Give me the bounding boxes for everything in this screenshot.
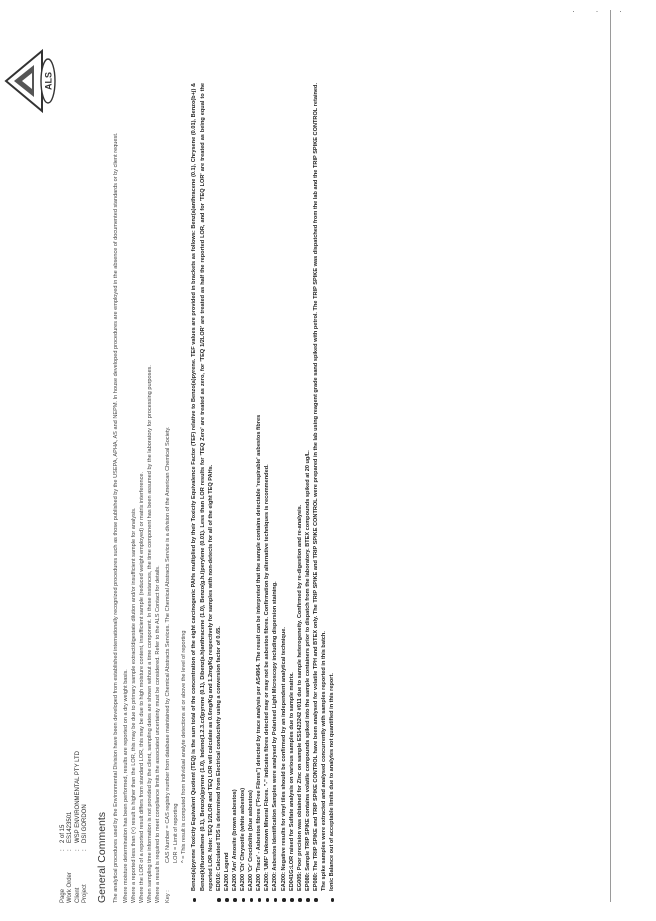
header-label: Work Order <box>67 872 74 903</box>
bullet-text: EG005: Poor precision was obtained for Zinc on sample ES1423242 #011 due to sample heterogeneity. Confirmed by re-digestion and re-analysis. <box>296 504 303 891</box>
header-colon: : <box>82 849 89 851</box>
header-label: Client <box>74 887 81 903</box>
bullet-item <box>280 83 288 903</box>
comment-line: Where a result is required to meet compliance limits the associated uncertainty must be considered. Refer to the ALS Contact for details. <box>155 565 162 903</box>
bullet-item <box>296 83 304 903</box>
bullet-text: EA200 'Ch' Chrysotile (white asbestos) <box>240 787 247 891</box>
bullet-text: ED016: Calculated TDS is determined from Electrical conductivity using a conversion factor of 0.65. <box>215 626 222 891</box>
key-block <box>164 83 188 903</box>
bullet-item <box>328 83 336 903</box>
report-header <box>60 751 90 903</box>
key-line: ^ = This result is computed from individual analyte detections at or above the level of reporting <box>181 630 188 863</box>
comment-line: Where the LOR of a reported result differs from standard LOR, this may be due to high moisture content, insufficient sample (reduced weight employed) or matrix interference. <box>138 471 145 903</box>
bullet-text: EA200: 'UMF' Unknown Mineral Fibres. "-" indicates fibres detected may or may not be asbestos fibres. Confirmation by alternative techniques is recommended. <box>264 464 271 891</box>
bullet-dot-icon <box>258 899 262 903</box>
header-value: WSP ENVIRONMENTAL PTY LTD <box>74 750 81 843</box>
header-value: DSI GORDON <box>82 804 89 843</box>
bullet-item <box>190 83 214 903</box>
bullet-text: ED041G:LOR raised for Sulfate analysis on various samples due to sample matrix. <box>288 672 295 891</box>
bullet-dot-icon <box>193 899 197 903</box>
header-row-project <box>82 751 89 903</box>
bullet-item <box>231 83 239 903</box>
header-colon: : <box>67 849 74 851</box>
header-label: Page <box>60 888 66 903</box>
key-line: CAS Number = CAS registry number from database maintained by Chemical Abstracts Services. The Chemical Abstracts Service is a division of the American Chemical Society. <box>165 426 172 863</box>
bullet-text: EA200 Legend <box>223 852 230 891</box>
bullet-item <box>247 83 255 903</box>
bullet-text: EA200 'Cr' Crocidolite (blue asbestos) <box>248 790 255 891</box>
bullet-text: EA200: Asbestos Identification Samples were analysed by Polarised Light Microscopy including dispersion staining. <box>272 581 279 891</box>
bullet-dot-icon <box>290 899 294 903</box>
bullet-text: EP080: Sample TRIP SPIKE contains volatile compounds spiked into the sample containers prior to dispatch from the laboratory. BTEX compounds spiked at 20 ug/L. <box>304 450 311 891</box>
rotated-document <box>0 21 636 921</box>
bullet-dot-icon <box>217 899 221 903</box>
section-title: General Comments <box>95 811 108 903</box>
bullet-dot-icon <box>225 899 229 903</box>
bullet-dot-icon <box>274 899 278 903</box>
scan-specks: · · · <box>572 6 631 16</box>
bullet-dot-icon <box>331 899 335 903</box>
header-row-work-order <box>67 751 74 903</box>
comment-bullets <box>190 83 336 903</box>
als-logo <box>4 47 56 115</box>
bullet-dot-icon <box>250 899 254 903</box>
key-line: LOR = Limit of reporting <box>173 803 180 863</box>
header-label: Project <box>82 884 89 903</box>
header-row-client <box>75 751 82 903</box>
bullet-dot-icon <box>266 899 270 903</box>
header-value: ES1423501 <box>67 811 74 843</box>
bullet-item <box>263 83 271 903</box>
bullet-item <box>255 83 263 903</box>
key-lines <box>164 83 188 863</box>
header-colon: : <box>74 849 81 851</box>
bullet-text: Benzo(a)pyrene Toxicity Equivalent Quotient (TEQ) is the sum total of the concentration of the eight carcinogenic PAHs multiplied by their Toxicity Equivalence Factor (TEF) relative to Benzo(a)pyrene. TEF values are provided in brackets as follows: Benz(a)anthracene (0.1), Chrysene (0.01), Benzo(b+j) & Benzo(k)fluoranthene (0.1), Benzo(a)pyrene (1.0), Indeno(1.2.3.cd)pyrene (0.1), Dibenz(a.h)anthracene (1.0), Benzo(g.h.i)perylene (0.01). Less than LOR results for 'TEQ Zero' are treated as zero, for 'TEQ 1/2LOR' are treated as half the reported LOR, and for 'TEQ LOR' are treated as being equal to the reported LOR. Note: TEQ 1/2LOR and TEQ LOR will calculate as 0.6mg/Kg and 1.2mg/Kg respectively for samples with non-detects for all of the eight TEQ PAHs. <box>191 83 214 891</box>
bullet-dot-icon <box>242 899 246 903</box>
comment-line: Where a reported less than (<) result is higher than the LOR, this may be due to primary sample extract/digestate dilution and/or insufficient sample for analysis. <box>130 507 137 903</box>
header-colon: : <box>60 849 66 851</box>
document-body <box>60 83 336 903</box>
bullet-dot-icon <box>233 899 237 903</box>
bullet-item <box>215 83 223 903</box>
comment-line: When sampling time information is not provided by the client, sampling dates are shown without a time component. In these instances, the time component has been assumed by the laboratory for processing purposes. <box>147 365 153 903</box>
bullet-item <box>239 83 247 903</box>
bullet-item <box>304 83 312 903</box>
bullet-dot-icon <box>298 899 302 903</box>
bullet-text: EA200 'Trace' - Asbestos fibres ("Free Fibres") detected by trace analysis per AS4964. The result can be interpreted that the sample contains detectable 'respirable' asbestos fibres <box>256 414 263 891</box>
bullet-item <box>288 83 296 903</box>
bullet-item <box>223 83 231 903</box>
bullet-item <box>312 83 328 903</box>
header-value: 2 of 15 <box>60 824 66 843</box>
bullet-text: EA200: Negative results for vinyl tiles should be confirmed by an independent analytical technique. <box>280 627 287 891</box>
bullet-dot-icon <box>282 899 286 903</box>
bullet-dot-icon <box>306 899 310 903</box>
bullet-item <box>271 83 279 903</box>
key-label: Key : <box>165 890 172 903</box>
header-row-page <box>60 751 67 903</box>
bullet-dot-icon <box>314 899 318 903</box>
intro-paragraph: The analytical procedures used by the Environmental Division have been developed from established internationally recognized procedures such as those published by the USEPA, APHA, AS and NEPM. In house developed procedures are employed in the absence of documented standards or by client request. <box>112 132 119 903</box>
bullet-text: EP080: The TRIP SPIKE and TRIP SPIKE CONTROL have been analysed for volatile TPH and BTEX only. The TRIP SPIKE and TRIP SPIKE CONTROL were prepared in the lab using reagent grade sand spiked with petrol. The TRIP SPIKE was dispatched from the lab and the TRIP SPIKE CONTROL retained. The spike samples were extracted and analysed concurrently with samples reported in this batch. <box>312 83 327 891</box>
als-logo-text: ALS <box>43 72 54 90</box>
bullet-text: EA200 'Am' Amosite (brown asbestos) <box>231 789 238 891</box>
bullet-text: Ionic Balance out of acceptable limits due to analytes not quantified in this report. <box>329 673 336 891</box>
comment-line: Where moisture determination has been performed, results are reported on a dry weight basis. <box>122 669 129 903</box>
